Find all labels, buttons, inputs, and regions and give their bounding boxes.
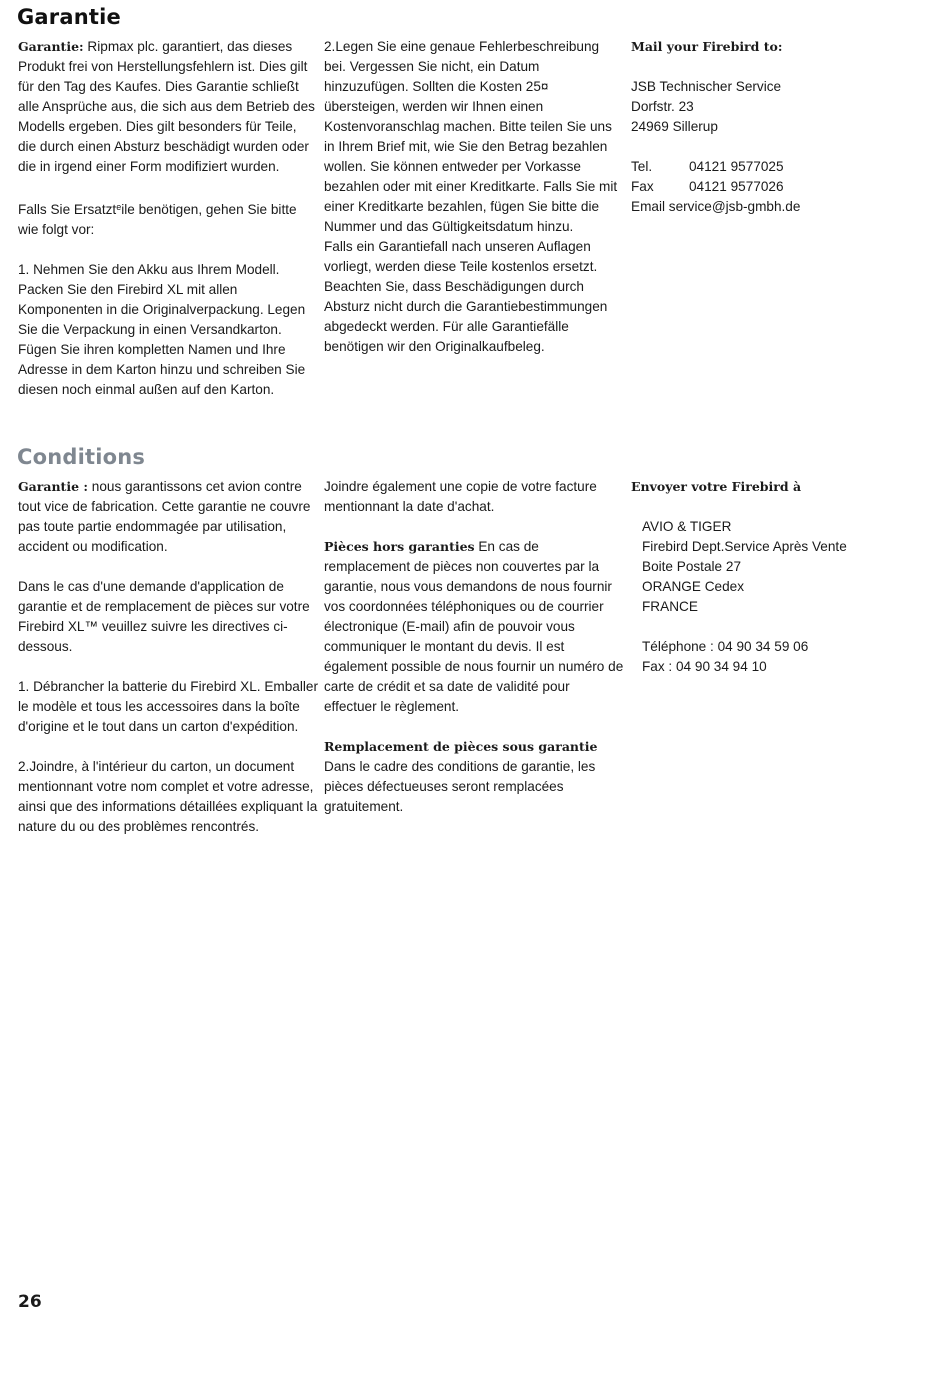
german-step-2-paragraph: 2.Legen Sie eine genaue Fehlerbeschreibung bei. Vergessen Sie nicht, ein Datum hinzuzufügen. Sollten die Kosten 25¤ übersteigen, werden wir Ihnen einen Kostenvoranschlag machen. Bitte teilen Sie uns in Ihrem Brief mit, wie Sie den Betrag bezahlen wollen. Sie können entweder per Vorkasse bezahlen oder mit einer Kreditkarte. Falls Sie mit einer Kreditkarte bezahlen, fügen Sie bitte die Nummer und das Gültigkeitsdatum hinzu. <box>324 39 618 234</box>
german-column-1 <box>18 37 318 420</box>
address-line: AVIO & TIGER <box>642 519 732 534</box>
german-tel-row: Tel. 04121 9577025 <box>631 159 784 174</box>
french-mail-heading: Envoyer votre Firebird à <box>631 479 802 494</box>
address-line: ORANGE Cedex <box>642 579 744 594</box>
french-application-paragraph: Dans le cas d'une demande d'application de garantie et de remplacement de pièces sur votre Firebird XL™ veuillez suivre les directives ci-dessous. <box>18 579 310 654</box>
address-line: Boite Postale 27 <box>642 559 741 574</box>
address-line: Firebird Dept.Service Après Vente <box>642 539 847 554</box>
french-column-1 <box>18 477 318 857</box>
german-warranty-label: Garantie: <box>18 39 84 54</box>
french-warranty-replacement-paragraph: Remplacement de pièces sous garantie Dans le cadre des conditions de garantie, les pièces défectueuses seront remplacées gratuitement. <box>324 739 598 814</box>
german-email: Email service@jsb-gmbh.de <box>631 199 801 214</box>
german-step-1-paragraph: 1. Nehmen Sie den Akku aus Ihrem Modell. Packen Sie den Firebird XL mit allen Komponenten in die Originalverpackung. Legen Sie die Verpackung in einen Versandkarton. Fügen Sie ihren kompletten Namen und Ihre Adresse in dem Karton hinzu und schreiben Sie diesen noch einmal außen auf den Karton. <box>18 262 306 397</box>
french-non-warranty-paragraph: Pièces hors garanties En cas de remplacement de pièces non couvertes par la garantie, nous vous demandons de nous fournir vos coordonnées téléphoniques ou de courrier électronique (E-mail) afin de pouvoir vous communiquer le montant du devis. Il est également possible de nous fournir un numéro de carte de crédit et sa date de validité pour effectuer le règlement. <box>324 539 624 714</box>
french-invoice-paragraph: Joindre également une copie de votre facture mentionnant la date d'achat. <box>324 479 597 514</box>
french-warranty-paragraph: Garantie : nous garantissons cet avion contre tout vice de fabrication. Cette garantie ne couvre pas toute partie endommagée par utilisation, accident ou modification. <box>18 479 311 554</box>
address-line: Dorfstr. 23 <box>631 99 694 114</box>
german-address <box>631 77 931 137</box>
french-fax: Fax : 04 90 34 94 10 <box>642 659 767 674</box>
french-step-2-paragraph: 2.Joindre, à l'intérieur du carton, un document mentionnant votre nom complet et votre adresse, ainsi que des informations détaillées expliquant la nature du ou des problèmes rencontrés. <box>18 759 318 834</box>
german-mail-heading: Mail your Firebird to: <box>631 39 783 54</box>
french-warranty-label: Garantie : <box>18 479 88 494</box>
german-spare-parts-paragraph: Falls Sie Ersatzt$^e$ile benötigen, gehen Sie bitte wie folgt vor: <box>18 202 297 237</box>
section-title-conditions: Conditions <box>17 445 146 469</box>
french-step-1-paragraph: 1. Débrancher la batterie du Firebird XL. Emballer le modèle et tous les accessoires dans la boîte d'origine et le tout dans un carton d'expédition. <box>18 679 318 734</box>
german-warranty-paragraph: Garantie: Ripmax plc. garantiert, das dieses Produkt frei von Herstellungsfehlern ist. Dies gilt für den Tag des Kaufes. Dies Garantie schließt alle Ansprüche aus, die sich aus dem Betrieb des Modells ergeben. Dies gilt besonders für Teile, die durch einen Absturz beschädigt wurden oder die in irgend einer Form modifiziert wurden. <box>18 39 315 174</box>
address-line: FRANCE <box>642 599 698 614</box>
french-phone: Téléphone : 04 90 34 59 06 <box>642 639 809 654</box>
address-line: 24969 Sillerup <box>631 119 718 134</box>
german-replacement-paragraph: Falls ein Garantiefall nach unseren Auflagen vorliegt, werden diese Teile kostenlos ersetzt. Beachten Sie, dass Beschädigungen durch Absturz nicht durch die Garantiebestimmungen abgedeckt werden. Für alle Garantiefälle benötigen wir den Originalkaufbeleg. <box>324 239 608 354</box>
page-number: 26 <box>18 1292 42 1312</box>
french-column-3 <box>631 477 931 677</box>
german-column-3 <box>631 37 931 217</box>
german-fax-row: Fax 04121 9577026 <box>631 179 784 194</box>
address-line: JSB Technischer Service <box>631 79 782 94</box>
section-title-garantie: Garantie <box>17 5 121 29</box>
german-column-2 <box>324 37 624 377</box>
french-column-2 <box>324 477 624 837</box>
french-address <box>631 517 931 677</box>
